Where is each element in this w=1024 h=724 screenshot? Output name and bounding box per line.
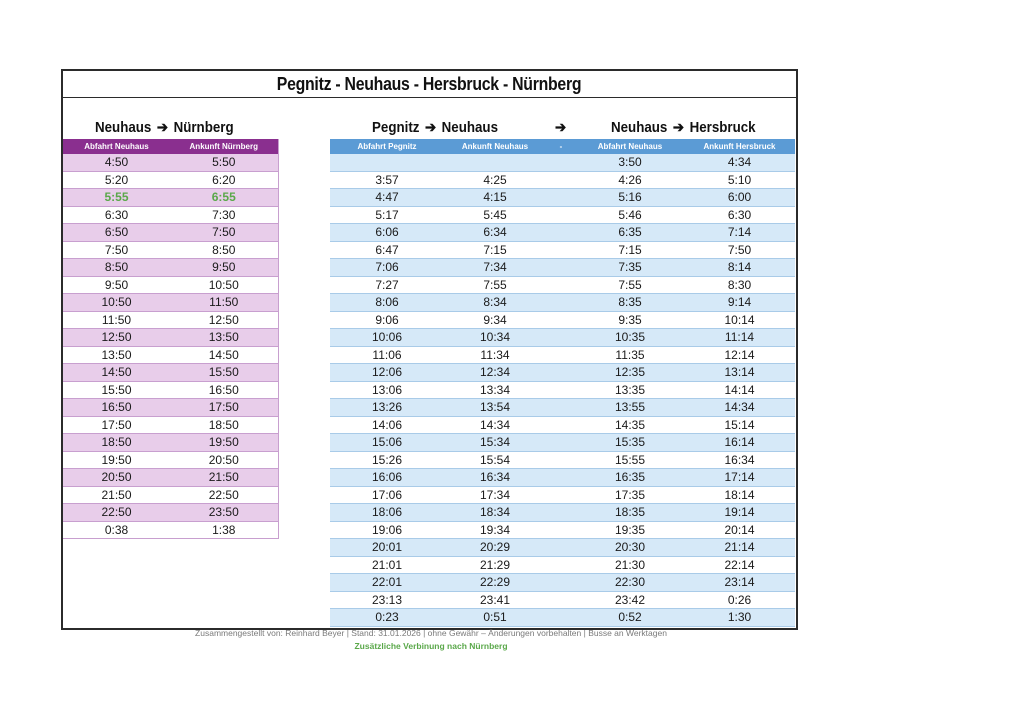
arrival-time: 5:50 — [170, 154, 278, 171]
departure-time: 13:50 — [63, 346, 170, 364]
column-header: Abfahrt Pegnitz — [330, 139, 444, 154]
arrival-time: 20:50 — [170, 451, 278, 469]
departure-neuhaus: 5:16 — [576, 189, 684, 207]
arrival-time: 12:50 — [170, 311, 278, 329]
table-row — [330, 469, 795, 487]
connection-arrow — [555, 120, 566, 136]
connection-separator — [546, 189, 576, 207]
arrival-hersbruck: 8:30 — [684, 276, 795, 294]
arrival-hersbruck: 14:34 — [684, 399, 795, 417]
departure-neuhaus: 15:35 — [576, 434, 684, 452]
column-header: Ankunft Nürnberg — [170, 139, 278, 154]
page-title: Pegnitz - Neuhaus - Hersbruck - Nürnberg — [277, 73, 582, 94]
departure-time: 20:50 — [63, 469, 170, 487]
arrival-hersbruck: 6:00 — [684, 189, 795, 207]
arrival-time: 16:50 — [170, 381, 278, 399]
departure-pegnitz: 13:26 — [330, 399, 444, 417]
arrival-neuhaus: 4:25 — [444, 171, 546, 189]
arrival-neuhaus: 22:29 — [444, 574, 546, 592]
departure-neuhaus: 13:35 — [576, 381, 684, 399]
departure-time: 4:50 — [63, 154, 170, 171]
arrival-neuhaus: 12:34 — [444, 364, 546, 382]
table-row — [330, 346, 795, 364]
departure-pegnitz: 20:01 — [330, 539, 444, 557]
departure-time: 14:50 — [63, 364, 170, 382]
connection-separator — [546, 154, 576, 171]
table-row — [330, 329, 795, 347]
departure-neuhaus: 21:30 — [576, 556, 684, 574]
departure-neuhaus: 7:15 — [576, 241, 684, 259]
departure-neuhaus: 10:35 — [576, 329, 684, 347]
arrival-hersbruck: 23:14 — [684, 574, 795, 592]
table-row — [330, 609, 795, 627]
departure-pegnitz: 18:06 — [330, 504, 444, 522]
table-row — [330, 259, 795, 277]
arrival-time: 7:50 — [170, 224, 278, 242]
departure-pegnitz — [330, 154, 444, 171]
arrival-neuhaus: 6:34 — [444, 224, 546, 242]
departure-time: 9:50 — [63, 276, 170, 294]
table-row — [63, 154, 278, 171]
connection-separator — [546, 381, 576, 399]
connection-separator — [546, 521, 576, 539]
arrival-neuhaus: 7:34 — [444, 259, 546, 277]
column-header: Abfahrt Neuhaus — [576, 139, 684, 154]
table-row — [330, 364, 795, 382]
arrival-neuhaus: 18:34 — [444, 504, 546, 522]
departure-pegnitz: 23:13 — [330, 591, 444, 609]
departure-neuhaus: 19:35 — [576, 521, 684, 539]
departure-pegnitz: 13:06 — [330, 381, 444, 399]
table-row — [330, 381, 795, 399]
connection-separator — [546, 241, 576, 259]
column-header: Abfahrt Neuhaus — [63, 139, 170, 154]
section-to: Neuhaus — [441, 120, 499, 136]
connection-separator — [546, 364, 576, 382]
departure-time: 0:38 — [63, 521, 170, 539]
table-row — [330, 224, 795, 242]
arrival-hersbruck: 21:14 — [684, 539, 795, 557]
table-row — [63, 259, 278, 277]
table-row — [63, 381, 278, 399]
section-to: Nürnberg — [173, 120, 234, 136]
arrival-neuhaus: 17:34 — [444, 486, 546, 504]
arrival-time: 17:50 — [170, 399, 278, 417]
departure-pegnitz: 19:06 — [330, 521, 444, 539]
arrival-neuhaus: 7:55 — [444, 276, 546, 294]
table-row — [63, 364, 278, 382]
table-row — [330, 311, 795, 329]
departure-pegnitz: 5:17 — [330, 206, 444, 224]
departure-neuhaus: 17:35 — [576, 486, 684, 504]
arrival-hersbruck: 10:14 — [684, 311, 795, 329]
connection-separator — [546, 311, 576, 329]
departure-time: 7:50 — [63, 241, 170, 259]
table-row — [63, 486, 278, 504]
departure-neuhaus: 16:35 — [576, 469, 684, 487]
departure-pegnitz: 7:06 — [330, 259, 444, 277]
departure-neuhaus: 12:35 — [576, 364, 684, 382]
connection-separator — [546, 434, 576, 452]
section-title-neuhaus-nuernberg — [95, 120, 234, 136]
connection-separator — [546, 504, 576, 522]
arrival-neuhaus — [444, 154, 546, 171]
table-row — [330, 451, 795, 469]
arrival-hersbruck: 8:14 — [684, 259, 795, 277]
table-row — [330, 591, 795, 609]
departure-time: 10:50 — [63, 294, 170, 312]
connection-separator — [546, 574, 576, 592]
departure-pegnitz: 22:01 — [330, 574, 444, 592]
arrival-time: 22:50 — [170, 486, 278, 504]
table-row — [330, 416, 795, 434]
departure-time: 6:50 — [63, 224, 170, 242]
table-row — [63, 171, 278, 189]
connection-separator — [546, 416, 576, 434]
table-row — [63, 311, 278, 329]
arrival-neuhaus: 15:54 — [444, 451, 546, 469]
connection-separator — [546, 591, 576, 609]
departure-neuhaus: 11:35 — [576, 346, 684, 364]
arrival-neuhaus: 19:34 — [444, 521, 546, 539]
arrival-hersbruck: 14:14 — [684, 381, 795, 399]
arrival-hersbruck: 13:14 — [684, 364, 795, 382]
table-row — [330, 154, 795, 171]
table-row — [330, 574, 795, 592]
table-row — [63, 294, 278, 312]
table-row — [330, 434, 795, 452]
arrival-hersbruck: 22:14 — [684, 556, 795, 574]
arrival-hersbruck: 15:14 — [684, 416, 795, 434]
departure-pegnitz: 9:06 — [330, 311, 444, 329]
table-row — [330, 206, 795, 224]
departure-pegnitz: 10:06 — [330, 329, 444, 347]
departure-pegnitz: 11:06 — [330, 346, 444, 364]
departure-neuhaus: 9:35 — [576, 311, 684, 329]
arrival-hersbruck: 7:14 — [684, 224, 795, 242]
arrival-neuhaus: 9:34 — [444, 311, 546, 329]
departure-neuhaus: 5:46 — [576, 206, 684, 224]
departure-time: 21:50 — [63, 486, 170, 504]
arrival-hersbruck: 16:34 — [684, 451, 795, 469]
arrival-neuhaus: 4:15 — [444, 189, 546, 207]
arrival-hersbruck: 0:26 — [684, 591, 795, 609]
section-title-pegnitz-neuhaus — [372, 120, 498, 136]
departure-time: 5:55 — [63, 189, 170, 207]
arrival-neuhaus: 16:34 — [444, 469, 546, 487]
arrival-time: 23:50 — [170, 504, 278, 522]
arrival-time: 13:50 — [170, 329, 278, 347]
table-row — [330, 241, 795, 259]
table-row — [63, 504, 278, 522]
arrival-hersbruck: 1:30 — [684, 609, 795, 627]
departure-pegnitz: 6:06 — [330, 224, 444, 242]
connection-separator — [546, 224, 576, 242]
departure-time: 12:50 — [63, 329, 170, 347]
departure-neuhaus: 20:30 — [576, 539, 684, 557]
departure-neuhaus: 0:52 — [576, 609, 684, 627]
arrival-neuhaus: 13:54 — [444, 399, 546, 417]
departure-neuhaus: 6:35 — [576, 224, 684, 242]
arrival-hersbruck: 12:14 — [684, 346, 795, 364]
footer-credits: Zusammengestellt von: Reinhard Beyer | Stand: 31.01.2026 | ohne Gewähr – Änderungen vorbehalten | Busse an Werktagen — [195, 628, 667, 638]
arrival-neuhaus: 21:29 — [444, 556, 546, 574]
table-row — [63, 224, 278, 242]
departure-pegnitz: 12:06 — [330, 364, 444, 382]
table-row — [330, 504, 795, 522]
arrival-hersbruck: 4:34 — [684, 154, 795, 171]
arrival-hersbruck: 17:14 — [684, 469, 795, 487]
arrow-right-icon: ➔ — [555, 120, 567, 136]
departure-pegnitz: 15:06 — [330, 434, 444, 452]
table-row — [63, 241, 278, 259]
arrival-hersbruck: 6:30 — [684, 206, 795, 224]
column-header: - — [546, 139, 576, 154]
arrival-time: 19:50 — [170, 434, 278, 452]
connection-separator — [546, 259, 576, 277]
table-row — [63, 521, 278, 539]
arrival-neuhaus: 7:15 — [444, 241, 546, 259]
arrow-right-icon: ➔ — [424, 120, 437, 136]
arrival-hersbruck: 19:14 — [684, 504, 795, 522]
connection-separator — [546, 346, 576, 364]
connection-separator — [546, 294, 576, 312]
section-to: Hersbruck — [689, 120, 756, 136]
connection-separator — [546, 539, 576, 557]
arrival-neuhaus: 11:34 — [444, 346, 546, 364]
arrow-right-icon: ➔ — [672, 120, 685, 136]
arrival-hersbruck: 18:14 — [684, 486, 795, 504]
departure-neuhaus: 13:55 — [576, 399, 684, 417]
connection-separator — [546, 469, 576, 487]
table-neuhaus-nuernberg — [63, 139, 279, 539]
table-row — [63, 434, 278, 452]
departure-pegnitz: 6:47 — [330, 241, 444, 259]
table-header-row — [330, 139, 795, 154]
table-row — [330, 521, 795, 539]
departure-time: 22:50 — [63, 504, 170, 522]
departure-neuhaus: 18:35 — [576, 504, 684, 522]
arrival-neuhaus: 20:29 — [444, 539, 546, 557]
arrival-hersbruck: 5:10 — [684, 171, 795, 189]
table-row — [63, 399, 278, 417]
table-row — [330, 189, 795, 207]
arrival-neuhaus: 5:45 — [444, 206, 546, 224]
section-from: Neuhaus — [95, 120, 152, 136]
arrival-hersbruck: 11:14 — [684, 329, 795, 347]
table-row — [330, 276, 795, 294]
arrival-hersbruck: 9:14 — [684, 294, 795, 312]
departure-pegnitz: 21:01 — [330, 556, 444, 574]
column-header: Ankunft Neuhaus — [444, 139, 546, 154]
table-row — [63, 206, 278, 224]
table-pegnitz-hersbruck — [330, 139, 795, 627]
departure-time: 18:50 — [63, 434, 170, 452]
arrival-time: 11:50 — [170, 294, 278, 312]
departure-neuhaus: 8:35 — [576, 294, 684, 312]
departure-pegnitz: 7:27 — [330, 276, 444, 294]
departure-neuhaus: 15:55 — [576, 451, 684, 469]
connection-separator — [546, 451, 576, 469]
departure-pegnitz: 8:06 — [330, 294, 444, 312]
table-row — [330, 556, 795, 574]
departure-pegnitz: 15:26 — [330, 451, 444, 469]
departure-pegnitz: 14:06 — [330, 416, 444, 434]
arrow-right-icon: ➔ — [156, 120, 169, 136]
arrival-neuhaus: 13:34 — [444, 381, 546, 399]
arrival-time: 8:50 — [170, 241, 278, 259]
table-row — [63, 189, 278, 207]
arrival-neuhaus: 14:34 — [444, 416, 546, 434]
table-row — [63, 329, 278, 347]
table-row — [63, 276, 278, 294]
departure-pegnitz: 0:23 — [330, 609, 444, 627]
connection-separator — [546, 171, 576, 189]
connection-separator — [546, 486, 576, 504]
table-row — [330, 399, 795, 417]
connection-separator — [546, 329, 576, 347]
title-row — [63, 71, 796, 98]
table-row — [330, 539, 795, 557]
arrival-time: 1:38 — [170, 521, 278, 539]
arrival-hersbruck: 20:14 — [684, 521, 795, 539]
table-row — [330, 486, 795, 504]
departure-time: 11:50 — [63, 311, 170, 329]
arrival-hersbruck: 7:50 — [684, 241, 795, 259]
arrival-time: 6:55 — [170, 189, 278, 207]
table-row — [63, 416, 278, 434]
arrival-time: 15:50 — [170, 364, 278, 382]
departure-time: 6:30 — [63, 206, 170, 224]
arrival-time: 7:30 — [170, 206, 278, 224]
table-header-row — [63, 139, 278, 154]
departure-neuhaus: 3:50 — [576, 154, 684, 171]
departure-time: 19:50 — [63, 451, 170, 469]
departure-time: 16:50 — [63, 399, 170, 417]
arrival-time: 18:50 — [170, 416, 278, 434]
arrival-time: 10:50 — [170, 276, 278, 294]
arrival-time: 6:20 — [170, 171, 278, 189]
departure-time: 17:50 — [63, 416, 170, 434]
section-from: Pegnitz — [372, 120, 420, 136]
connection-separator — [546, 556, 576, 574]
connection-separator — [546, 206, 576, 224]
departure-time: 15:50 — [63, 381, 170, 399]
departure-neuhaus: 23:42 — [576, 591, 684, 609]
section-from: Neuhaus — [611, 120, 668, 136]
footer-legend: Zusätzliche Verbinung nach Nürnberg — [354, 641, 508, 651]
departure-pegnitz: 16:06 — [330, 469, 444, 487]
table-row — [330, 171, 795, 189]
departure-neuhaus: 22:30 — [576, 574, 684, 592]
table-row — [63, 451, 278, 469]
arrival-neuhaus: 23:41 — [444, 591, 546, 609]
arrival-neuhaus: 0:51 — [444, 609, 546, 627]
departure-neuhaus: 4:26 — [576, 171, 684, 189]
arrival-neuhaus: 10:34 — [444, 329, 546, 347]
column-header: Ankunft Hersbruck — [684, 139, 795, 154]
departure-time: 8:50 — [63, 259, 170, 277]
table-row — [330, 294, 795, 312]
arrival-hersbruck: 16:14 — [684, 434, 795, 452]
section-title-neuhaus-hersbruck — [611, 120, 756, 136]
arrival-time: 21:50 — [170, 469, 278, 487]
connection-separator — [546, 609, 576, 627]
departure-pegnitz: 17:06 — [330, 486, 444, 504]
departure-pegnitz: 4:47 — [330, 189, 444, 207]
connection-separator — [546, 399, 576, 417]
departure-neuhaus: 14:35 — [576, 416, 684, 434]
departure-neuhaus: 7:55 — [576, 276, 684, 294]
arrival-neuhaus: 15:34 — [444, 434, 546, 452]
departure-time: 5:20 — [63, 171, 170, 189]
table-row — [63, 469, 278, 487]
table-row — [63, 346, 278, 364]
arrival-neuhaus: 8:34 — [444, 294, 546, 312]
departure-neuhaus: 7:35 — [576, 259, 684, 277]
connection-separator — [546, 276, 576, 294]
arrival-time: 9:50 — [170, 259, 278, 277]
arrival-time: 14:50 — [170, 346, 278, 364]
departure-pegnitz: 3:57 — [330, 171, 444, 189]
